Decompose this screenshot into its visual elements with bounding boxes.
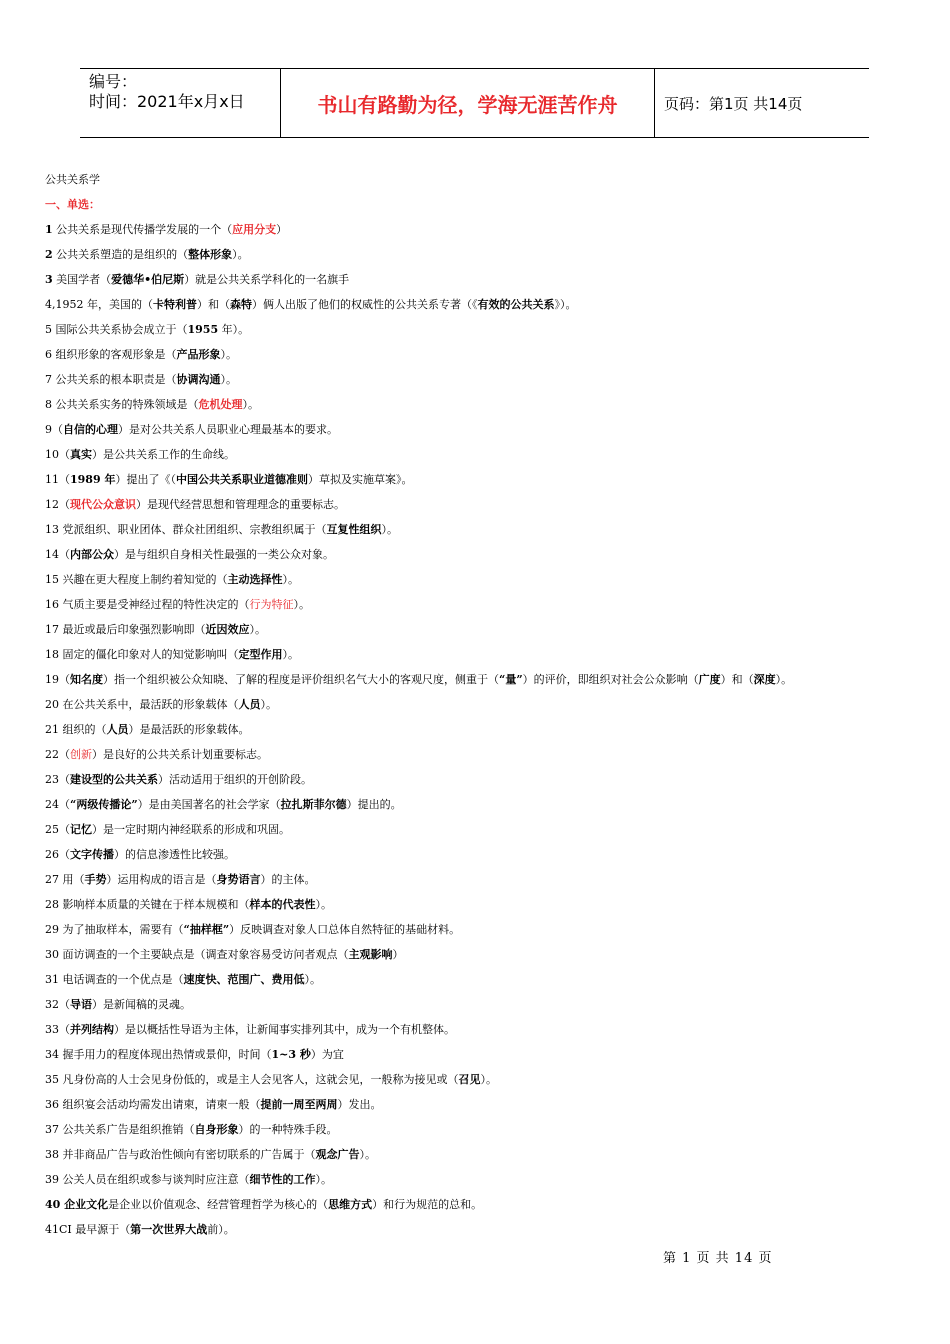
question-text: ）。 <box>381 523 398 536</box>
question-list <box>45 220 905 1245</box>
answer-text: 记忆 <box>70 823 92 836</box>
answer-text: 知名度 <box>70 673 103 686</box>
answer-text: 40 企业文化 <box>45 1198 109 1211</box>
answer-text: 协调沟通 <box>176 373 221 386</box>
question-text: ）就是公共关系学科化的一名旗手 <box>184 273 350 286</box>
question-text: 前）。 <box>207 1223 235 1236</box>
answer-text: 卡特利普 <box>153 298 197 311</box>
question-text: 18 固定的僵化印象对人的知觉影响叫（ <box>45 648 239 661</box>
answer-text: 现代公众意识 <box>70 498 136 511</box>
question-text: 11（ <box>45 473 70 486</box>
question-item <box>45 845 905 870</box>
question-text: 31 电话调查的一个优点是（ <box>45 973 184 986</box>
question-text: 12（ <box>45 498 70 511</box>
answer-text: “量” <box>499 673 523 686</box>
answer-text: 互复性组织 <box>326 523 382 536</box>
answer-text: 1955 <box>187 323 219 336</box>
question-item <box>45 1145 905 1170</box>
answer-text: 拉扎斯菲尔德 <box>280 798 347 811</box>
question-text: ）。 <box>282 648 299 661</box>
question-text: 25（ <box>45 823 70 836</box>
question-text: ）是对公共关系人员职业心理最基本的要求。 <box>118 423 338 436</box>
question-text: ）和（ <box>197 298 230 311</box>
question-text: 32（ <box>45 998 70 1011</box>
answer-text: 2 <box>45 248 53 261</box>
question-item <box>45 620 905 645</box>
question-text: ）反映调查对象人口总体自然特征的基础材料。 <box>229 923 461 936</box>
answer-text: 内部公众 <box>70 548 114 561</box>
question-text: ）指一个组织被公众知晓、了解的程度是评价组织名气大小的客观尺度，侧重于（ <box>103 673 499 686</box>
question-text: ）和行为规范的总和。 <box>372 1198 483 1211</box>
answer-text: 思维方式 <box>328 1198 373 1211</box>
page-header <box>80 68 869 138</box>
document-body <box>45 170 905 1245</box>
question-text: ）。 <box>359 1148 376 1161</box>
question-text: ）活动适用于组织的开创阶段。 <box>158 773 312 786</box>
answer-text: 主动选择性 <box>227 573 283 586</box>
answer-text: 手势 <box>84 873 107 886</box>
question-text: 公共关系是现代传播学发展的一个（ <box>52 223 233 236</box>
answer-text: 人员 <box>238 698 261 711</box>
question-text: 10（ <box>45 448 70 461</box>
question-item <box>45 670 905 695</box>
question-text: 24（ <box>45 798 70 811</box>
question-text: 34 握手用力的程度体现出热情或景仰，时间（ <box>45 1048 272 1061</box>
question-item <box>45 945 905 970</box>
question-item <box>45 1045 905 1070</box>
answer-text: 人员 <box>106 723 129 736</box>
question-text: 23（ <box>45 773 70 786</box>
question-item <box>45 1070 905 1095</box>
answer-text: 1 <box>45 223 53 236</box>
question-item <box>45 370 905 395</box>
question-text: 22（ <box>45 748 70 761</box>
question-item <box>45 545 905 570</box>
header-meta <box>80 69 289 137</box>
answer-text: 整体形象 <box>188 248 233 261</box>
question-text: ）。 <box>249 623 266 636</box>
answer-text: 第一次世界大战 <box>130 1223 208 1236</box>
answer-text: 自身形象 <box>194 1123 239 1136</box>
question-item <box>45 245 905 270</box>
answer-text: 应用分支 <box>232 223 277 236</box>
answer-text: 自信的心理 <box>63 423 118 436</box>
question-text: ）是良好的公共关系计划重要标志。 <box>92 748 268 761</box>
question-text: 6 组织形象的客观形象是（ <box>45 348 177 361</box>
question-text: 美国学者（ <box>52 273 112 286</box>
question-text: ）。 <box>220 348 237 361</box>
question-text: ）是与组织自身相关性最强的一类公众对象。 <box>114 548 334 561</box>
question-text: ）是现代经营思想和管理理念的重要标志。 <box>136 498 345 511</box>
header-motto: 书山有路勤为径，学海无涯苦作舟 <box>280 69 655 137</box>
question-text: 8 公共关系实务的特殊领域是（ <box>45 398 199 411</box>
question-text: ）提出的。 <box>346 798 402 811</box>
answer-text: 速度快、范围广、费用低 <box>183 973 305 986</box>
question-item <box>45 445 905 470</box>
document-title: 公共关系学 <box>45 173 100 186</box>
question-text: 27 用（ <box>45 873 85 886</box>
question-text: 行为特征 <box>249 598 294 611</box>
question-text: ）的主体。 <box>260 873 316 886</box>
page-footer: 第 1 页 共 14 页 <box>663 1251 773 1266</box>
question-item <box>45 720 905 745</box>
answer-text: 身势语言 <box>216 873 261 886</box>
answer-text: 主观影响 <box>348 948 393 961</box>
question-text: ）。 <box>775 673 793 686</box>
question-item <box>45 295 905 320</box>
question-item <box>45 345 905 370</box>
question-item <box>45 395 905 420</box>
answer-text: 文字传播 <box>70 848 114 861</box>
question-item <box>45 895 905 920</box>
answer-text: 广度 <box>698 673 721 686</box>
answer-text: 导语 <box>70 998 92 1011</box>
question-text: 41CI 最早源于（ <box>45 1223 131 1236</box>
question-text: ）是公共关系工作的生命线。 <box>92 448 235 461</box>
question-text: 19（ <box>45 673 70 686</box>
question-text: ）。 <box>220 373 237 386</box>
question-text: ） <box>276 223 288 236</box>
question-text: ）的评价，即组织对社会公众影响（ <box>522 673 699 686</box>
question-item <box>45 1220 905 1245</box>
question-text: 26（ <box>45 848 70 861</box>
question-item <box>45 970 905 995</box>
question-text: 14（ <box>45 548 70 561</box>
question-text: 13 党派组织、职业团体、群众社团组织、宗教组织属于（ <box>45 523 327 536</box>
question-text: 20 在公共关系中，最活跃的形象载体（ <box>45 698 239 711</box>
question-item <box>45 495 905 520</box>
question-item <box>45 795 905 820</box>
question-text: 21 组织的（ <box>45 723 107 736</box>
question-item <box>45 770 905 795</box>
question-item <box>45 1170 905 1195</box>
answer-text: 近因效应 <box>205 623 250 636</box>
answer-text: 真实 <box>70 448 92 461</box>
question-text: 38 并非商品广告与政治性倾向有密切联系的广告属于（ <box>45 1148 316 1161</box>
answer-text: “抽样框” <box>183 923 230 936</box>
question-text: ）是一定时期内神经联系的形成和巩固。 <box>92 823 290 836</box>
question-text: ）是新闻稿的灵魂。 <box>92 998 191 1011</box>
answer-text: 森特 <box>230 298 252 311</box>
question-text: 创新 <box>70 748 92 761</box>
answer-text: 中国公共关系职业道德准则 <box>175 473 308 486</box>
question-text: 29 为了抽取样本，需要有（ <box>45 923 184 936</box>
question-text: 39 公关人员在组织或参与谈判时应注意（ <box>45 1173 250 1186</box>
question-item <box>45 1120 905 1145</box>
question-text: ）运用构成的语言是（ <box>106 873 217 886</box>
question-item <box>45 220 905 245</box>
answer-text: 并列结构 <box>70 1023 114 1036</box>
question-text: ）发出。 <box>337 1098 382 1111</box>
question-item <box>45 420 905 445</box>
question-text: ）。 <box>315 898 332 911</box>
answer-text: 产品形象 <box>176 348 221 361</box>
answer-text: 建设型的公共关系 <box>70 773 158 786</box>
answer-text: 观念广告 <box>315 1148 360 1161</box>
question-text: ）。 <box>293 598 310 611</box>
question-text: 15 兴趣在更大程度上制约着知觉的（ <box>45 573 228 586</box>
question-text: ）俩人出版了他们的权威性的公共关系专著（《 <box>252 298 478 311</box>
question-text: 7 公共关系的根本职责是（ <box>45 373 177 386</box>
question-text: 30 面访调查的一个主要缺点是（调查对象容易受访问者观点（ <box>45 948 349 961</box>
question-text: 28 影响样本质量的关键在于样本规模和（ <box>45 898 250 911</box>
answer-text: 3 <box>45 273 53 286</box>
answer-text: 提前一周至两周 <box>260 1098 338 1111</box>
question-item <box>45 1095 905 1120</box>
question-text: ）是以概括性导语为主体，让新闻事实排列其中，成为一个有机整体。 <box>114 1023 455 1036</box>
question-text: ）。 <box>282 573 299 586</box>
question-text: 17 最近或最后印象强烈影响即（ <box>45 623 206 636</box>
question-item <box>45 645 905 670</box>
question-text: ）为宜 <box>310 1048 344 1061</box>
question-text: ）。 <box>315 1173 332 1186</box>
question-item <box>45 320 905 345</box>
answer-text: 细节性的工作 <box>249 1173 316 1186</box>
question-item <box>45 870 905 895</box>
answer-text: 1~3 秒 <box>271 1048 311 1061</box>
header-page-info: 页码：第1页 共14页 <box>664 94 803 113</box>
question-text: ）和（ <box>720 673 754 686</box>
question-text: ）。 <box>260 698 277 711</box>
answer-text: 召见 <box>458 1073 481 1086</box>
answer-text: 危机处理 <box>198 398 243 411</box>
question-text: 4,1952 年，美国的（ <box>45 298 153 311</box>
document-number-label: 编号： <box>89 72 138 91</box>
question-text: 9（ <box>45 423 63 436</box>
question-item <box>45 820 905 845</box>
question-item <box>45 1020 905 1045</box>
question-item <box>45 995 905 1020</box>
question-text: ）是最活跃的形象载体。 <box>128 723 250 736</box>
question-item <box>45 920 905 945</box>
question-text: ）的信息渗透性比较强。 <box>114 848 235 861</box>
question-text: ）的一种特殊手段。 <box>238 1123 338 1136</box>
question-text: 37 公共关系广告是组织推销（ <box>45 1123 195 1136</box>
answer-text: 定型作用 <box>238 648 283 661</box>
question-item <box>45 470 905 495</box>
question-text: ）。 <box>232 248 249 261</box>
question-text: 公共关系塑造的是组织的（ <box>52 248 189 261</box>
question-text: 36 组织宴会活动均需发出请柬，请柬一般（ <box>45 1098 261 1111</box>
question-item <box>45 595 905 620</box>
question-text: 5 国际公共关系协会成立于（ <box>45 323 188 336</box>
document-time-label: 时间：2021年x月x日 <box>89 92 245 111</box>
question-item <box>45 1195 905 1220</box>
answer-text: 1989 年 <box>70 473 116 486</box>
question-text: 35 凡身份高的人士会见身份低的，或是主人会见客人，这就会见，一般称为接见或（ <box>45 1073 459 1086</box>
question-text: ）。 <box>480 1073 497 1086</box>
answer-text: 爱德华•伯尼斯 <box>111 273 185 286</box>
question-item <box>45 270 905 295</box>
question-item <box>45 695 905 720</box>
question-item <box>45 745 905 770</box>
question-text: 33（ <box>45 1023 70 1036</box>
question-item <box>45 570 905 595</box>
question-text: ）草拟及实施草案》。 <box>307 473 413 486</box>
answer-text: 有效的公共关系 <box>477 298 555 311</box>
question-item <box>45 520 905 545</box>
question-text: ）。 <box>242 398 259 411</box>
question-text: 》）。 <box>554 298 577 311</box>
question-text: 16 气质主要是受神经过程的特性决定的（ <box>45 598 250 611</box>
question-text: 是企业以价值观念、经营管理哲学为核心的（ <box>108 1198 329 1211</box>
answer-text: “两级传播论” <box>70 798 138 811</box>
question-text: ）是由美国著名的社会学家（ <box>137 798 281 811</box>
section-title: 一、单选： <box>45 198 100 211</box>
answer-text: 样本的代表性 <box>249 898 316 911</box>
question-text: ） <box>392 948 404 961</box>
question-text: ）提出了《（ <box>115 473 176 486</box>
question-text: 年）。 <box>218 323 250 336</box>
question-text: ）。 <box>304 973 321 986</box>
answer-text: 深度 <box>753 673 776 686</box>
